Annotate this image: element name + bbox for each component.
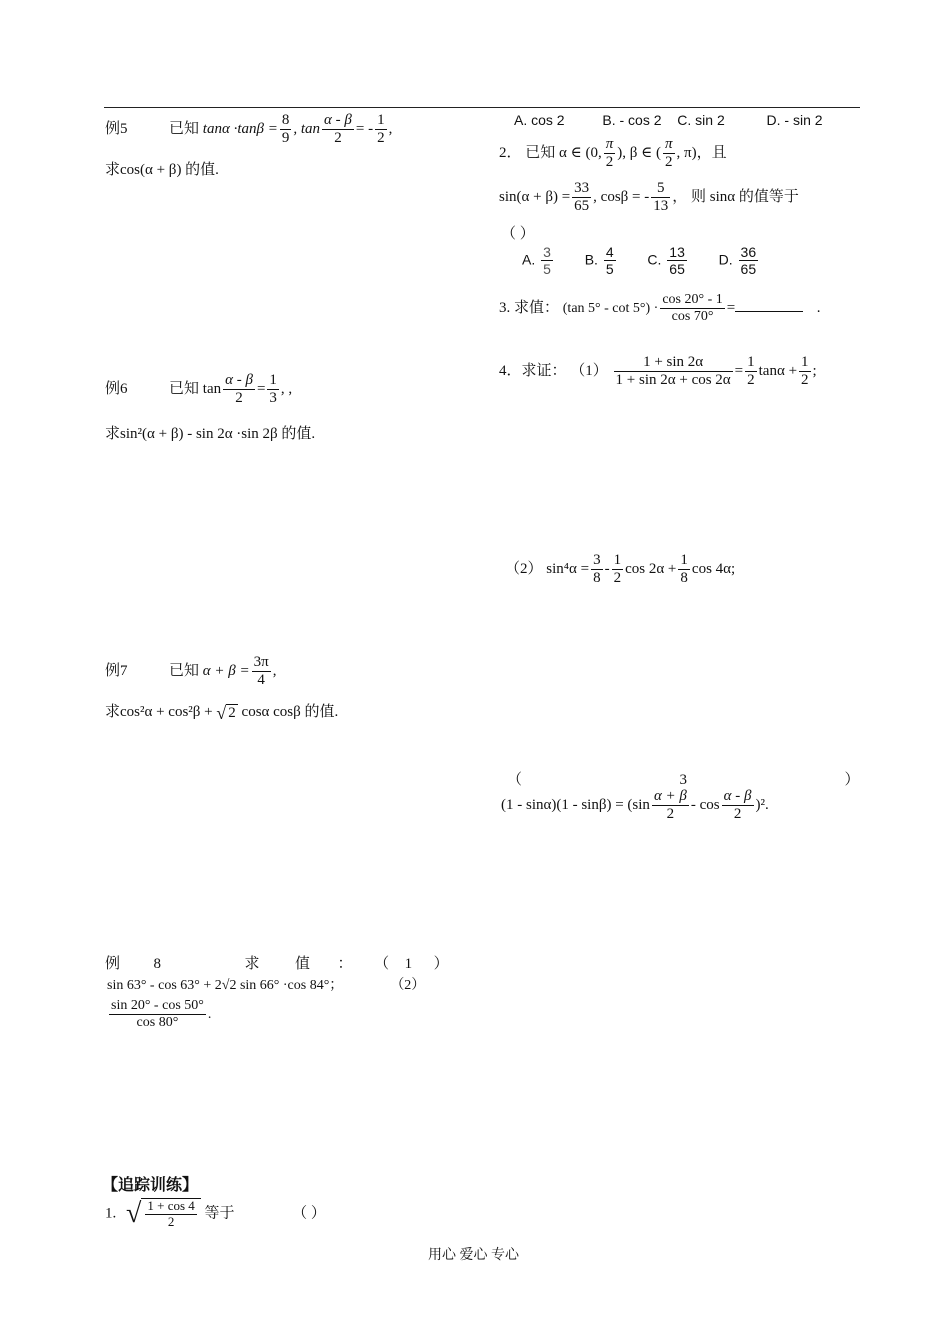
example-8-close-paren: ） xyxy=(433,956,449,972)
example-7-prefix: 已知 xyxy=(169,663,200,680)
example-6-line2: 求sin²(α + β) - sin 2α ·sin 2β 的值. xyxy=(105,426,316,442)
example-5-line1 xyxy=(105,112,392,148)
numerator: 1 xyxy=(613,552,622,568)
denominator: 13 xyxy=(653,198,669,215)
example-8-expr: sin 63° - cos 63° + 2√2 sin 66° ·cos 84°； xyxy=(107,978,344,993)
tracking-q1-text: 等于 xyxy=(204,1205,235,1222)
fraction xyxy=(375,112,387,148)
q4-expr-a: tanα + xyxy=(758,363,798,380)
q4-expr-c: cos 2α + xyxy=(625,561,677,578)
q4-end1: ; xyxy=(812,363,817,380)
q4-part3-open: （ xyxy=(507,772,523,788)
q2-prefix: 已知 xyxy=(525,145,556,162)
example-8-word2: 值 xyxy=(295,956,311,972)
example-8-part2: （2） xyxy=(390,978,426,993)
example-8-line2 xyxy=(107,974,425,994)
fraction xyxy=(614,354,733,390)
numerator: π xyxy=(605,136,614,152)
denominator: 2 xyxy=(747,372,755,389)
q4-expr-f: )². xyxy=(755,797,769,814)
denominator: 5 xyxy=(543,261,551,278)
denominator: 2 xyxy=(322,129,354,147)
denominator: 8 xyxy=(593,570,601,587)
q2-options xyxy=(522,244,760,277)
denominator: 2 xyxy=(223,389,255,407)
numerator: 1 + cos 4 xyxy=(147,1198,195,1213)
q2-expr-b: ), β ∈ ( xyxy=(617,145,661,162)
q4-part2-label: （2） xyxy=(505,561,543,578)
denominator: 2 xyxy=(145,1214,196,1230)
tracking-heading: 【追踪训练】 xyxy=(102,1175,199,1194)
numerator: α - β xyxy=(324,112,352,128)
example-7-expr-d: cosα cosβ 的值. xyxy=(241,704,339,720)
sqrt-body: 2 xyxy=(228,704,236,721)
q4-expr-d: (1 - sinα)(1 - sinβ) = (sin xyxy=(501,797,650,814)
fraction xyxy=(739,244,759,277)
example-6-line1 xyxy=(105,372,292,408)
q4-line1 xyxy=(499,354,817,390)
numerator: α + β xyxy=(653,788,687,804)
tracking-q1 xyxy=(105,1198,326,1230)
example-8-part1: 1 xyxy=(404,956,413,972)
example-5-line2: 求cos(α + β) 的值. xyxy=(105,162,219,178)
q4-expr-b: sin⁴α = xyxy=(546,561,590,578)
example-8-line3 xyxy=(107,998,211,1031)
q2-option-c-label: C. xyxy=(647,251,662,268)
q3-equals: = xyxy=(726,300,736,317)
denominator: 2 xyxy=(722,805,754,823)
example-7-expr-a: α + β = xyxy=(202,663,250,680)
q3-line xyxy=(499,292,820,325)
numerator: 8 xyxy=(281,112,290,128)
fraction xyxy=(651,180,670,216)
denominator: cos 70° xyxy=(660,308,724,325)
fraction xyxy=(109,998,206,1031)
denominator: 5 xyxy=(605,261,614,278)
numerator: 3 xyxy=(593,552,601,568)
tracking-q1-paren: （ ） xyxy=(292,1205,326,1222)
numerator: sin 20° - cos 50° xyxy=(111,998,204,1013)
tracking-q1-number: 1. xyxy=(105,1205,117,1222)
denominator: 4 xyxy=(252,671,271,689)
example-7-line2 xyxy=(105,700,338,722)
page-footer: 用心 爱心 专心 xyxy=(428,1248,519,1263)
q1-option-c: C. sin 2 xyxy=(677,112,725,128)
example-7-label: 例7 xyxy=(105,663,128,680)
q4-part3-header xyxy=(507,768,860,789)
example-6-expr-b: = xyxy=(256,381,266,398)
example-5-label: 例5 xyxy=(105,121,128,138)
denominator: 1 + sin 2α + cos 2α xyxy=(615,372,731,389)
answer-blank xyxy=(735,299,803,312)
q4-line3 xyxy=(501,788,769,824)
fraction xyxy=(660,292,724,325)
example-8-label: 例 xyxy=(105,956,121,972)
example-8-tail: . xyxy=(207,1006,212,1022)
example-6-label: 例6 xyxy=(105,381,128,398)
q2-expr-g: ， 则 sinα 的值等于 xyxy=(672,189,799,206)
numerator: 1 xyxy=(801,354,809,370)
fraction xyxy=(223,372,255,408)
denominator: 65 xyxy=(669,261,685,278)
denominator: 65 xyxy=(574,198,590,215)
example-8-open-paren: （ xyxy=(374,956,390,972)
example-6-expr-c: , , xyxy=(280,381,293,398)
example-8-colon: ： xyxy=(337,956,353,972)
fraction xyxy=(280,112,292,148)
q3-end: . xyxy=(816,300,821,317)
numerator: 1 xyxy=(680,552,688,568)
example-5-expr-d: , xyxy=(388,121,393,138)
fraction xyxy=(145,1199,196,1230)
fraction xyxy=(591,552,603,588)
numerator: 5 xyxy=(657,180,665,196)
denominator: 2 xyxy=(377,130,385,147)
denominator: 3 xyxy=(269,390,277,407)
numerator: α - β xyxy=(723,788,752,804)
example-5-expr-a: tanα ·tanβ = xyxy=(202,121,278,138)
q2-expr-f: , cosβ = - xyxy=(593,189,650,206)
header-rule xyxy=(104,107,860,108)
q2-expr-d: ，且 xyxy=(696,145,727,162)
fraction xyxy=(541,244,553,277)
q1-option-a: A. cos 2 xyxy=(514,112,565,128)
q4-expr-e: - cos xyxy=(690,797,720,814)
example-5-expr-b: , tan xyxy=(293,121,321,138)
example-7-line1 xyxy=(105,654,276,690)
example-8-line1 xyxy=(105,952,449,973)
fraction xyxy=(322,112,354,148)
fraction xyxy=(572,180,591,216)
sqrt: √ 2 xyxy=(216,702,236,723)
q4-number: 4．求证： xyxy=(499,363,567,380)
q2-line2 xyxy=(499,180,799,216)
numerator: α - β xyxy=(225,372,253,388)
q2-paren: （ ） xyxy=(501,226,535,242)
q4-minus: - xyxy=(604,561,610,578)
numerator: 13 xyxy=(669,244,685,260)
fraction xyxy=(745,354,757,390)
q2-number: 2． xyxy=(499,145,522,162)
denominator: 2 xyxy=(663,153,675,171)
numerator: 3 xyxy=(543,244,551,260)
numerator: π xyxy=(665,136,673,152)
q2-line1 xyxy=(499,136,727,172)
q4-part3-close: ） xyxy=(844,772,860,788)
numerator: 33 xyxy=(574,180,590,196)
denominator: 2 xyxy=(604,153,616,171)
q2-option-b-label: B. xyxy=(584,251,598,268)
example-6-prefix: 已知 xyxy=(169,381,200,398)
q4-line2 xyxy=(505,552,735,588)
fraction xyxy=(612,552,624,588)
q2-expr-a: α ∈ (0, xyxy=(559,145,602,162)
fraction xyxy=(799,354,811,390)
numerator: 4 xyxy=(605,244,614,260)
numerator: 1 xyxy=(269,372,277,388)
sqrt: √ $\frac{1 + \cos 4}{2}$ xyxy=(126,1198,201,1230)
q2-expr-c: , π) xyxy=(676,145,697,162)
denominator: 2 xyxy=(652,805,689,823)
q4-part1-label: （1） xyxy=(570,363,608,380)
fraction xyxy=(663,136,675,172)
q3-expr: (tan 5° - cot 5°) · xyxy=(562,301,659,317)
denominator: 65 xyxy=(740,261,757,278)
fraction xyxy=(604,244,616,277)
numerator: 36 xyxy=(740,244,757,260)
q4-equals: = xyxy=(734,363,744,380)
denominator: 2 xyxy=(801,372,809,389)
example-7-expr-c: 求cos²α + cos²β + xyxy=(105,704,213,720)
denominator: 8 xyxy=(680,570,688,587)
fraction xyxy=(678,552,690,588)
numerator: cos 20° - 1 xyxy=(662,292,723,307)
example-5-prefix: 已知 xyxy=(169,121,200,138)
denominator: 2 xyxy=(613,570,622,587)
fraction xyxy=(252,654,271,690)
numerator: 1 xyxy=(377,112,385,128)
numerator: 3π xyxy=(253,654,269,670)
fraction xyxy=(667,244,687,277)
fraction xyxy=(652,788,689,824)
numerator: 1 + sin 2α xyxy=(643,354,704,370)
denominator: 9 xyxy=(281,130,290,147)
q1-options xyxy=(514,112,823,128)
example-8-word1: 求 xyxy=(244,956,260,972)
example-5-expr-c: = - xyxy=(355,121,374,138)
q1-option-b: B. - cos 2 xyxy=(602,112,662,128)
denominator: cos 80° xyxy=(109,1014,206,1031)
q2-option-a-label: A. xyxy=(522,251,536,268)
example-8-number: 8 xyxy=(153,956,162,972)
numerator: 1 xyxy=(747,354,755,370)
fraction xyxy=(267,372,279,408)
q1-option-d: D. - sin 2 xyxy=(766,112,823,128)
example-7-expr-b: , xyxy=(272,663,277,680)
fraction xyxy=(604,136,616,172)
q4-part3-number: 3 xyxy=(679,772,688,788)
q2-expr-e: sin(α + β) = xyxy=(499,189,571,206)
q2-option-d-label: D. xyxy=(718,251,733,268)
example-6-expr-a: tan xyxy=(202,381,222,398)
q3-number: 3. 求值： xyxy=(499,300,560,317)
fraction xyxy=(722,788,754,824)
q4-end2: cos 4α; xyxy=(691,561,736,578)
